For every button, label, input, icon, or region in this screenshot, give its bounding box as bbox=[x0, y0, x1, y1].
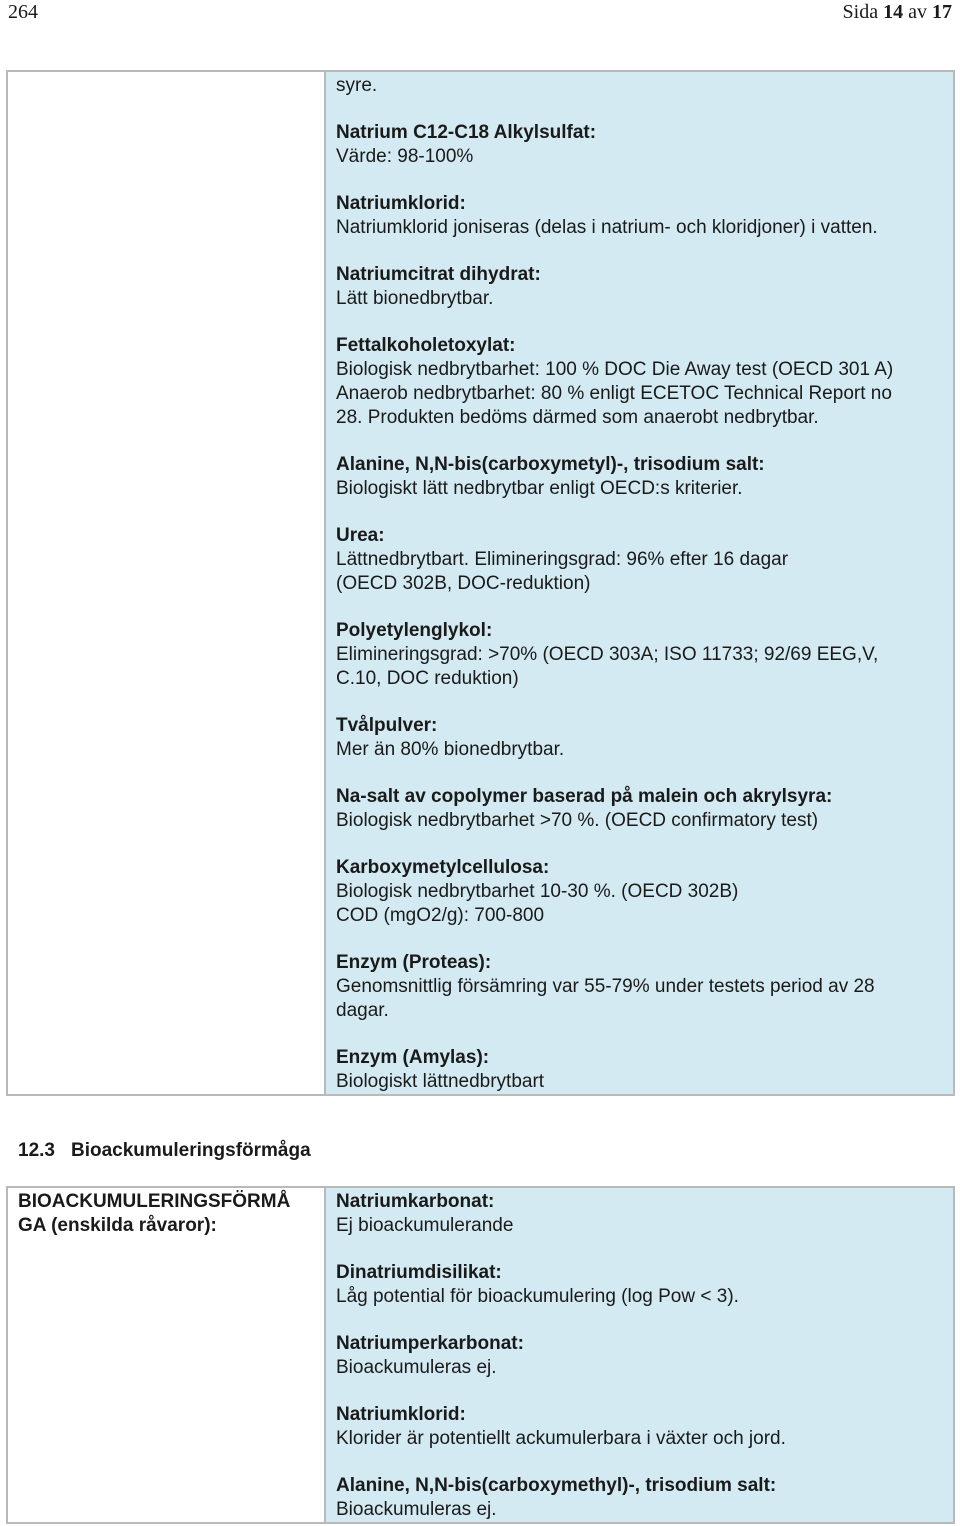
entry-block bbox=[336, 1474, 945, 1522]
entry-line: Biologisk nedbrytbarhet: 100 % DOC Die Away test (OECD 301 A) bbox=[336, 359, 894, 380]
degradability-entries bbox=[336, 74, 945, 1094]
degradability-table bbox=[6, 70, 955, 1096]
entry-block bbox=[336, 1190, 945, 1238]
entry-line: 28. Produkten bedöms därmed som anaerobt nedbrytbar. bbox=[336, 407, 819, 428]
entry-block bbox=[336, 334, 945, 430]
degradability-label-cell bbox=[8, 72, 326, 1094]
entry-line: Biologisk nedbrytbarhet 10-30 %. (OECD 302B) bbox=[336, 881, 739, 902]
entry-block bbox=[336, 1046, 945, 1094]
entry-heading: Na-salt av copolymer baserad på malein och akrylsyra: bbox=[336, 786, 833, 807]
entry-line: Anaerob nedbrytbarhet: 80 % enligt ECETOC Technical Report no bbox=[336, 383, 892, 404]
entry-heading: Urea: bbox=[336, 525, 385, 546]
page-total: 17 bbox=[932, 1, 952, 23]
entry-heading: Dinatriumdisilikat: bbox=[336, 1262, 502, 1283]
entry-line: Värde: 98-100% bbox=[336, 146, 474, 167]
page-of-word: av bbox=[908, 1, 927, 23]
page-number: 264 bbox=[8, 1, 38, 23]
entry-block bbox=[336, 192, 945, 240]
entry-line: Elimineringsgrad: >70% (OECD 303A; ISO 11733; 92/69 EEG,V, bbox=[336, 644, 879, 665]
entry-block bbox=[336, 74, 945, 98]
entry-line: Biologisk nedbrytbarhet >70 %. (OECD confirmatory test) bbox=[336, 810, 819, 831]
entry-heading: Karboxymetylcellulosa: bbox=[336, 857, 550, 878]
entry-heading: Natriumcitrat dihydrat: bbox=[336, 264, 541, 285]
entry-line: Bioackumuleras ej. bbox=[336, 1499, 497, 1520]
entry-block bbox=[336, 524, 945, 596]
entry-block bbox=[336, 121, 945, 169]
entry-heading: Enzym (Amylas): bbox=[336, 1047, 490, 1068]
entry-line: Natriumklorid joniseras (delas i natrium- och kloridjoner) i vatten. bbox=[336, 217, 878, 238]
entry-line: C.10, DOC reduktion) bbox=[336, 668, 519, 689]
entry-line: (OECD 302B, DOC-reduktion) bbox=[336, 573, 591, 594]
entry-block bbox=[336, 951, 945, 1023]
entry-heading: Natriumkarbonat: bbox=[336, 1191, 495, 1212]
entry-line: Lätt bionedbrytbar. bbox=[336, 288, 494, 309]
entry-heading: Enzym (Proteas): bbox=[336, 952, 492, 973]
entry-line: Ej bioackumulerande bbox=[336, 1215, 514, 1236]
entry-block bbox=[336, 1403, 945, 1451]
entry-heading: Polyetylenglykol: bbox=[336, 620, 493, 641]
entry-heading: Natrium C12-C18 Alkylsulfat: bbox=[336, 122, 597, 143]
bioaccumulation-content-cell bbox=[326, 1188, 953, 1522]
entry-line: syre. bbox=[336, 75, 378, 96]
page-current: 14 bbox=[883, 1, 904, 23]
section-number: 12.3 bbox=[18, 1140, 55, 1161]
section-heading bbox=[18, 1139, 311, 1163]
entry-line: Biologiskt lättnedbrytbart bbox=[336, 1071, 545, 1092]
entry-heading: Natriumklorid: bbox=[336, 1404, 466, 1425]
entry-block bbox=[336, 1332, 945, 1380]
entry-heading: Natriumperkarbonat: bbox=[336, 1333, 524, 1354]
bioaccumulation-label-line2: GA (enskilda råvaror): bbox=[18, 1215, 217, 1236]
entry-heading: Tvålpulver: bbox=[336, 715, 438, 736]
entry-line: Genomsnittlig försämring var 55-79% under testets period av 28 bbox=[336, 976, 875, 997]
entry-block bbox=[336, 619, 945, 691]
page-indicator bbox=[843, 0, 952, 24]
entry-heading: Alanine, N,N-bis(carboxymetyl)-, trisodium salt: bbox=[336, 454, 765, 475]
entry-block bbox=[336, 1261, 945, 1309]
entry-block bbox=[336, 453, 945, 501]
entry-heading: Alanine, N,N-bis(carboxymethyl)-, trisodium salt: bbox=[336, 1475, 777, 1496]
entry-heading: Fettalkoholetoxylat: bbox=[336, 335, 516, 356]
entry-block bbox=[336, 263, 945, 311]
entry-block bbox=[336, 785, 945, 833]
entry-line: Klorider är potentiellt ackumulerbara i växter och jord. bbox=[336, 1428, 786, 1449]
bioaccumulation-label-line1: BIOACKUMULERINGSFÖRMÅ bbox=[18, 1191, 291, 1212]
entry-line: Lättnedbrytbart. Elimineringsgrad: 96% efter 16 dagar bbox=[336, 549, 789, 570]
page-of-prefix: Sida bbox=[842, 1, 879, 23]
entry-line: COD (mgO2/g): 700-800 bbox=[336, 905, 545, 926]
entry-line: Bioackumuleras ej. bbox=[336, 1357, 497, 1378]
entry-line: dagar. bbox=[336, 1000, 389, 1021]
bioaccumulation-entries bbox=[336, 1190, 945, 1522]
entry-heading: Natriumklorid: bbox=[336, 193, 466, 214]
bioaccumulation-label-cell bbox=[8, 1188, 326, 1522]
entry-block bbox=[336, 856, 945, 928]
entry-line: Mer än 80% bionedbrytbar. bbox=[336, 739, 565, 760]
section-title: Bioackumuleringsförmåga bbox=[70, 1140, 311, 1161]
bioaccumulation-table bbox=[6, 1186, 955, 1524]
entry-line: Biologiskt lätt nedbrytbar enligt OECD:s kriterier. bbox=[336, 478, 743, 499]
entry-line: Låg potential för bioackumulering (log Pow < 3). bbox=[336, 1286, 739, 1307]
degradability-content-cell bbox=[326, 72, 953, 1094]
entry-block bbox=[336, 714, 945, 762]
bioaccumulation-label bbox=[18, 1190, 316, 1238]
